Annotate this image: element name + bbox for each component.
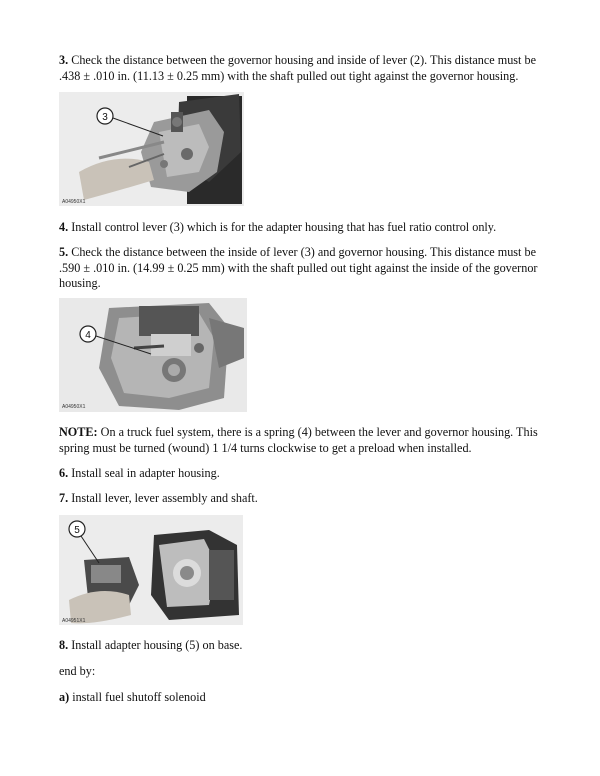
substep-label: a) <box>59 690 70 704</box>
step-text: Install adapter housing (5) on base. <box>71 638 243 652</box>
step-6 <box>59 466 549 482</box>
step-number: 8. <box>59 638 69 652</box>
callout-label: 3 <box>102 112 108 123</box>
step-number: 6. <box>59 466 69 480</box>
step-3 <box>59 53 549 84</box>
step-5 <box>59 245 549 292</box>
step-text: Install seal in adapter housing. <box>71 466 220 480</box>
step-number: 4. <box>59 220 69 234</box>
step-number: 3. <box>59 53 69 67</box>
end-by-label: end by: <box>59 664 96 678</box>
step-number: 5. <box>59 245 69 259</box>
step-text: Check the distance between the inside of lever (3) and governor housing. This distance must be .590 ± .010 in. (14.99 ± 0.25 mm) with the shaft pulled out tight against the inside of the governor housing. <box>59 245 538 290</box>
step-8 <box>59 638 549 654</box>
note <box>59 425 549 456</box>
figure-caption: A04951X1 <box>62 618 86 624</box>
figure-governor-lever-measure <box>59 92 244 206</box>
step-text: Check the distance between the governor housing and inside of lever (2). This distance must be .438 ± .010 in. (11.13 ± 0.25 mm) with the shaft pulled out tight against the governor housing. <box>59 53 536 83</box>
figure-lever-spring <box>59 298 247 412</box>
substep-text: install fuel shutoff solenoid <box>72 690 206 704</box>
note-text: On a truck fuel system, there is a spring (4) between the lever and governor housing. This spring must be turned (wound) 1 1/4 turns clockwise to get a preload when installed. <box>59 425 538 455</box>
figure-caption: A04950X1 <box>62 404 86 410</box>
callout-label: 4 <box>85 330 91 341</box>
figure-caption: A04950X1 <box>62 199 86 205</box>
step-7 <box>59 491 549 507</box>
step-text: Install control lever (3) which is for the adapter housing that has fuel ratio control only. <box>71 220 497 234</box>
callout-label: 5 <box>74 525 80 536</box>
step-number: 7. <box>59 491 69 505</box>
figure-adapter-housing <box>59 515 243 625</box>
step-text: Install lever, lever assembly and shaft. <box>71 491 258 505</box>
step-4 <box>59 220 549 236</box>
note-label: NOTE: <box>59 425 98 439</box>
substep-a <box>59 690 549 706</box>
